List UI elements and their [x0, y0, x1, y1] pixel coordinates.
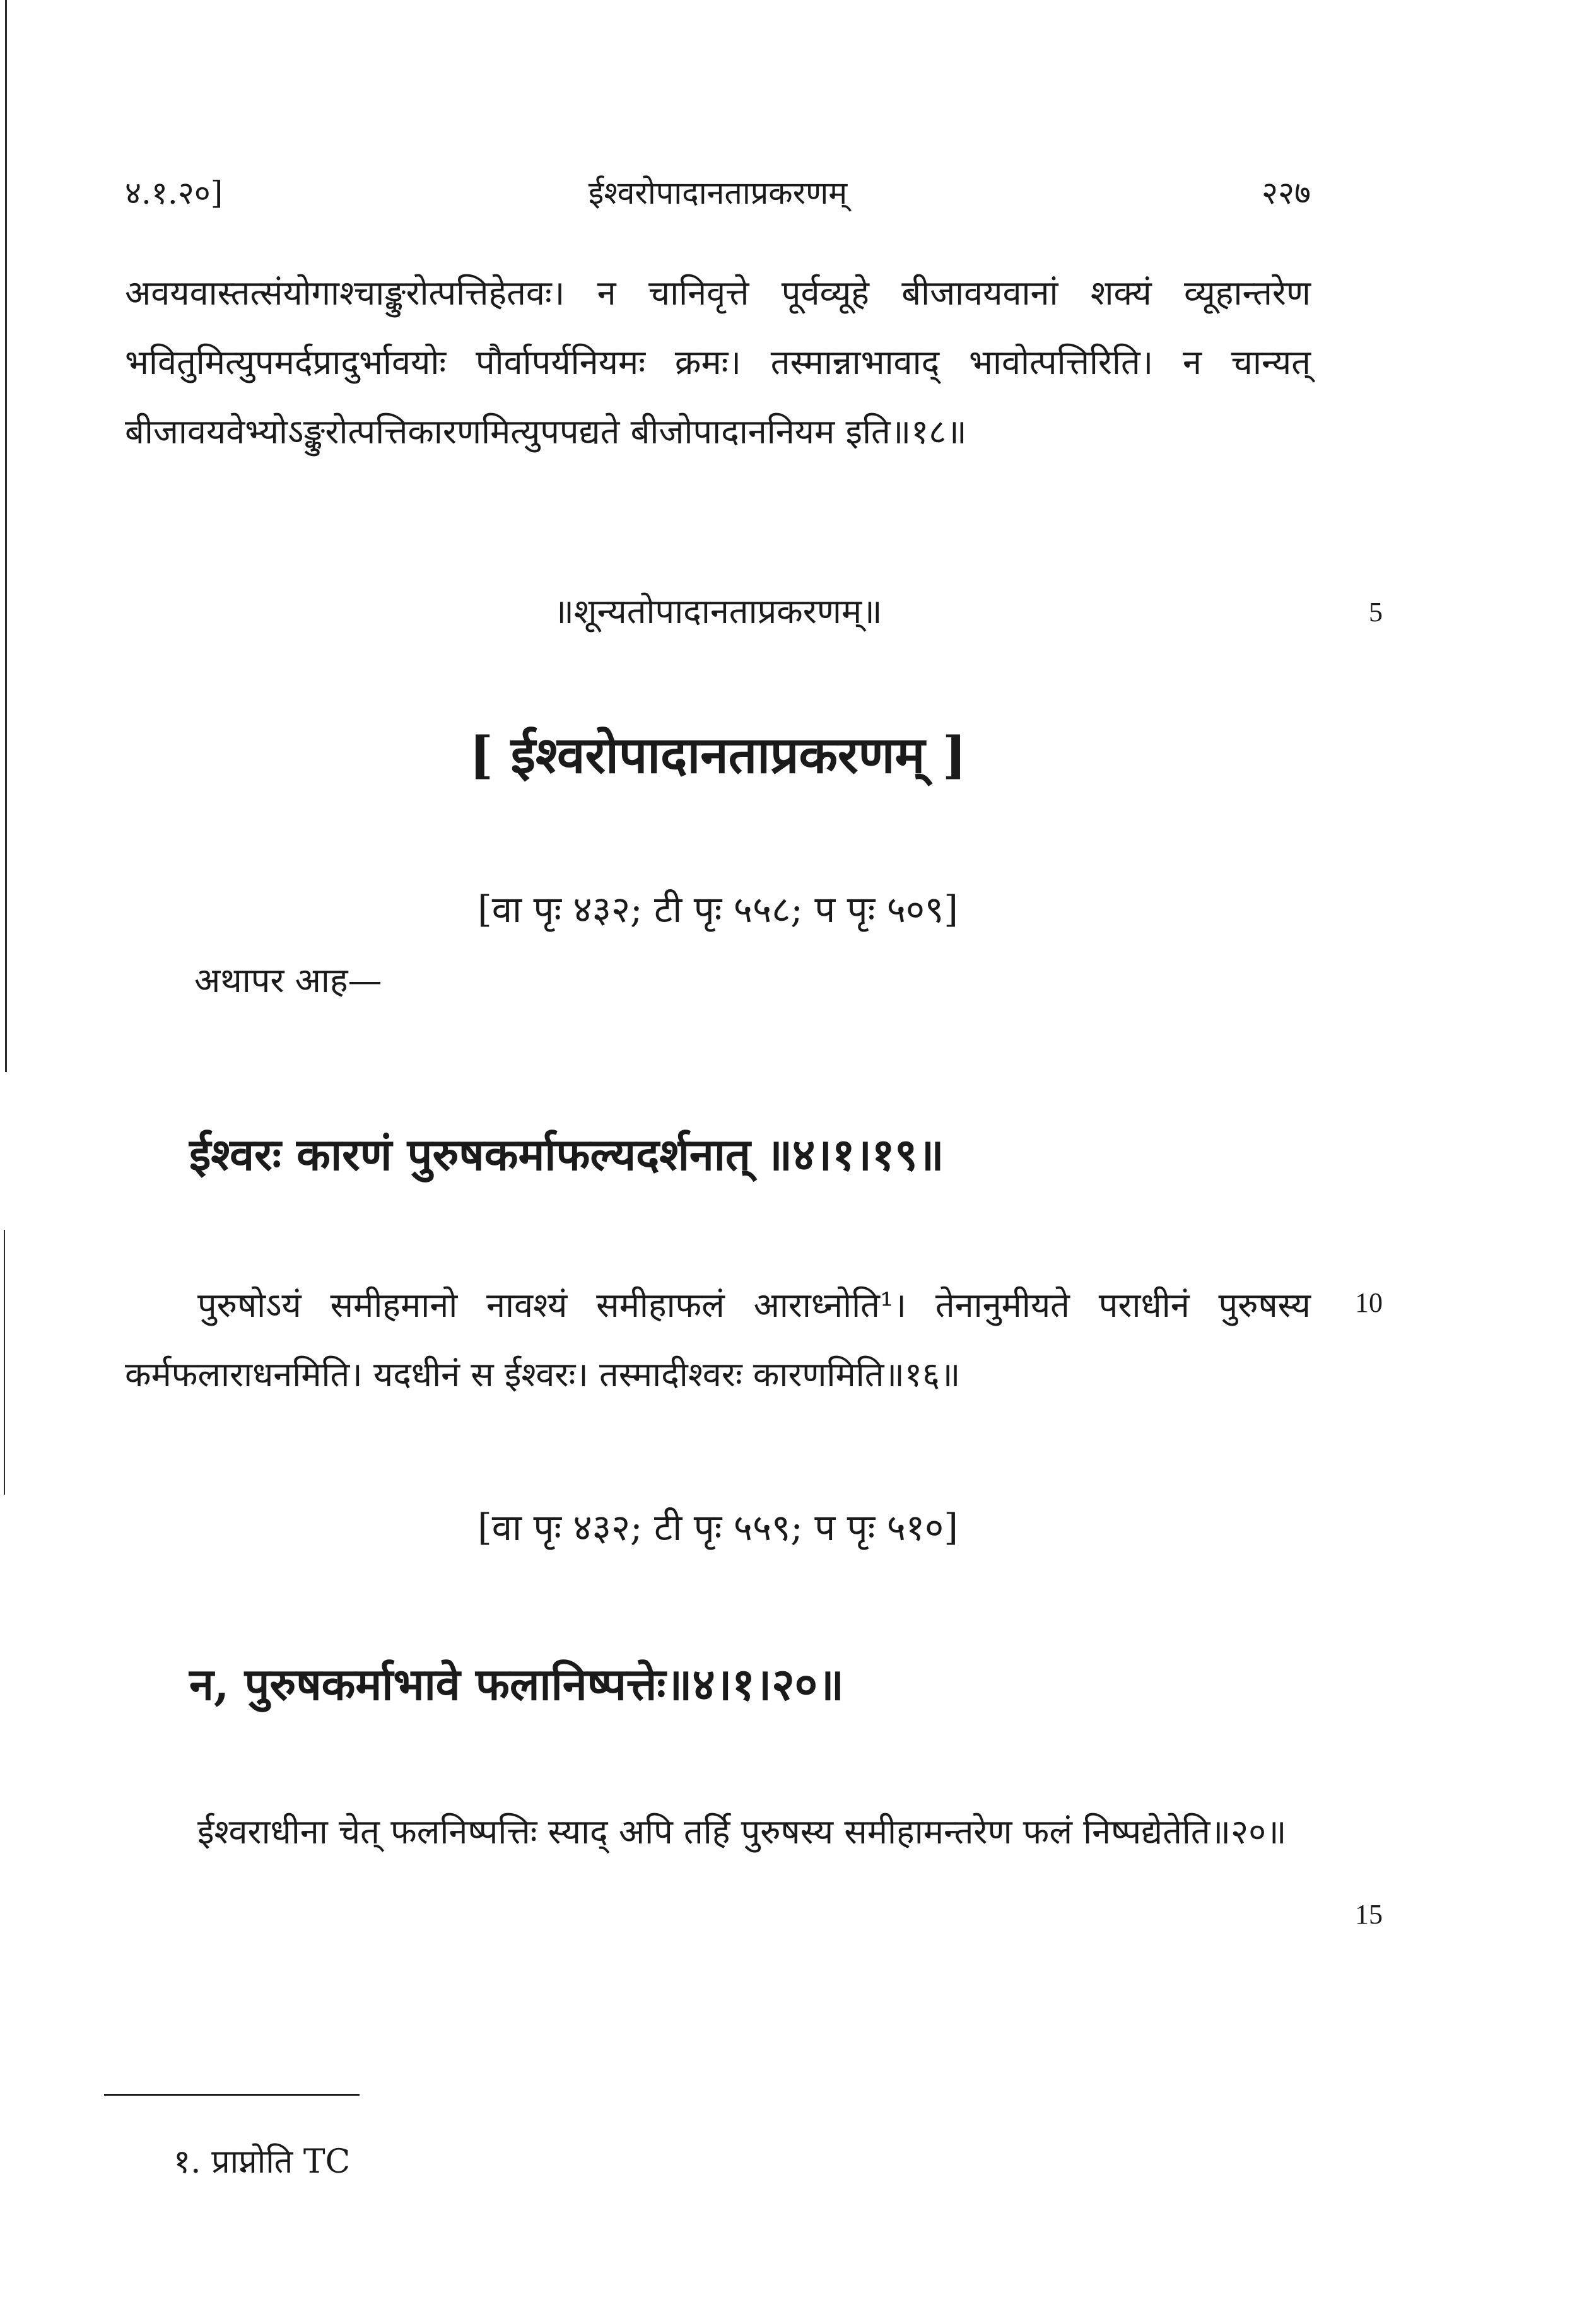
paragraph-20: ईश्वराधीना चेत् फलनिष्पत्तिः स्याद् अपि तर्हि पुरुषस्य समीहामन्तरेण फलं निष्पद्येतेति॥२०॥ [197, 1812, 1287, 1852]
page-header [125, 170, 1311, 221]
scan-edge-line-lower [4, 1230, 5, 1495]
scan-edge-line [5, 0, 7, 1072]
line-number-5: 5 [1369, 597, 1383, 628]
section-title: [ ईश्वरोपादानताप्रकरणम् ] [469, 725, 967, 785]
sutra-20: न, पुरुषकर्माभावे फलानिष्पत्तेः॥४।१।२०॥ [189, 1658, 844, 1710]
footnote-1: १. प्राप्नोति TC [173, 2143, 351, 2181]
athapara-intro: अथापर आह— [194, 961, 382, 1000]
footnote-rule [104, 2094, 360, 2096]
paragraph-18: अवयवास्तत्संयोगाश्चाङ्कुरोत्पत्तिहेतवः। न चानिवृत्ते पूर्वव्यूहे बीजावयवानां शक्यं व्यूहान्तरेण भवितुमित्युपमर्दप्रादुर्भावयोः पौर्वापर्यनियमः क्रमः। तस्मान्नाभावाद् भावोत्पत्तिरिति। न चान्यत् बीजावयवेभ्योऽङ्कुरोत्पत्तिकारणमित्युपपद्यते बीजोपादाननियम इति॥१८॥ [125, 273, 1311, 452]
line-number-15: 15 [1355, 1899, 1383, 1930]
sutra-19: ईश्वरः कारणं पुरुषकर्माफल्यदर्शनात् ॥४।१।१९॥ [189, 1128, 944, 1181]
reference-line-2: [वा पृः ४३२; टी पृः ५५९; प पृः ५१०] [478, 1506, 958, 1549]
paragraph-19: पुरुषोऽयं समीहमानो नावश्यं समीहाफलं आराध्नोति¹। तेनानुमीयते पराधीनं पुरुषस्य कर्मफलाराधनमिति। यदधीनं स ईश्वरः। तस्मादीश्वरः कारणमिति॥१६॥ [125, 1285, 1311, 1394]
section-end-marker: ॥शून्यतोपादानताप्रकरणम्॥ [553, 592, 882, 631]
running-title: ईश्वरोपादानताप्रकरणम् [588, 175, 848, 211]
header-reference: ४.१.२०] [125, 175, 223, 211]
page-number: २२७ [1262, 175, 1311, 211]
reference-line-1: [वा पृः ४३२; टी पृः ५५८; प पृः ५०९] [478, 888, 958, 931]
line-number-10: 10 [1355, 1287, 1383, 1318]
